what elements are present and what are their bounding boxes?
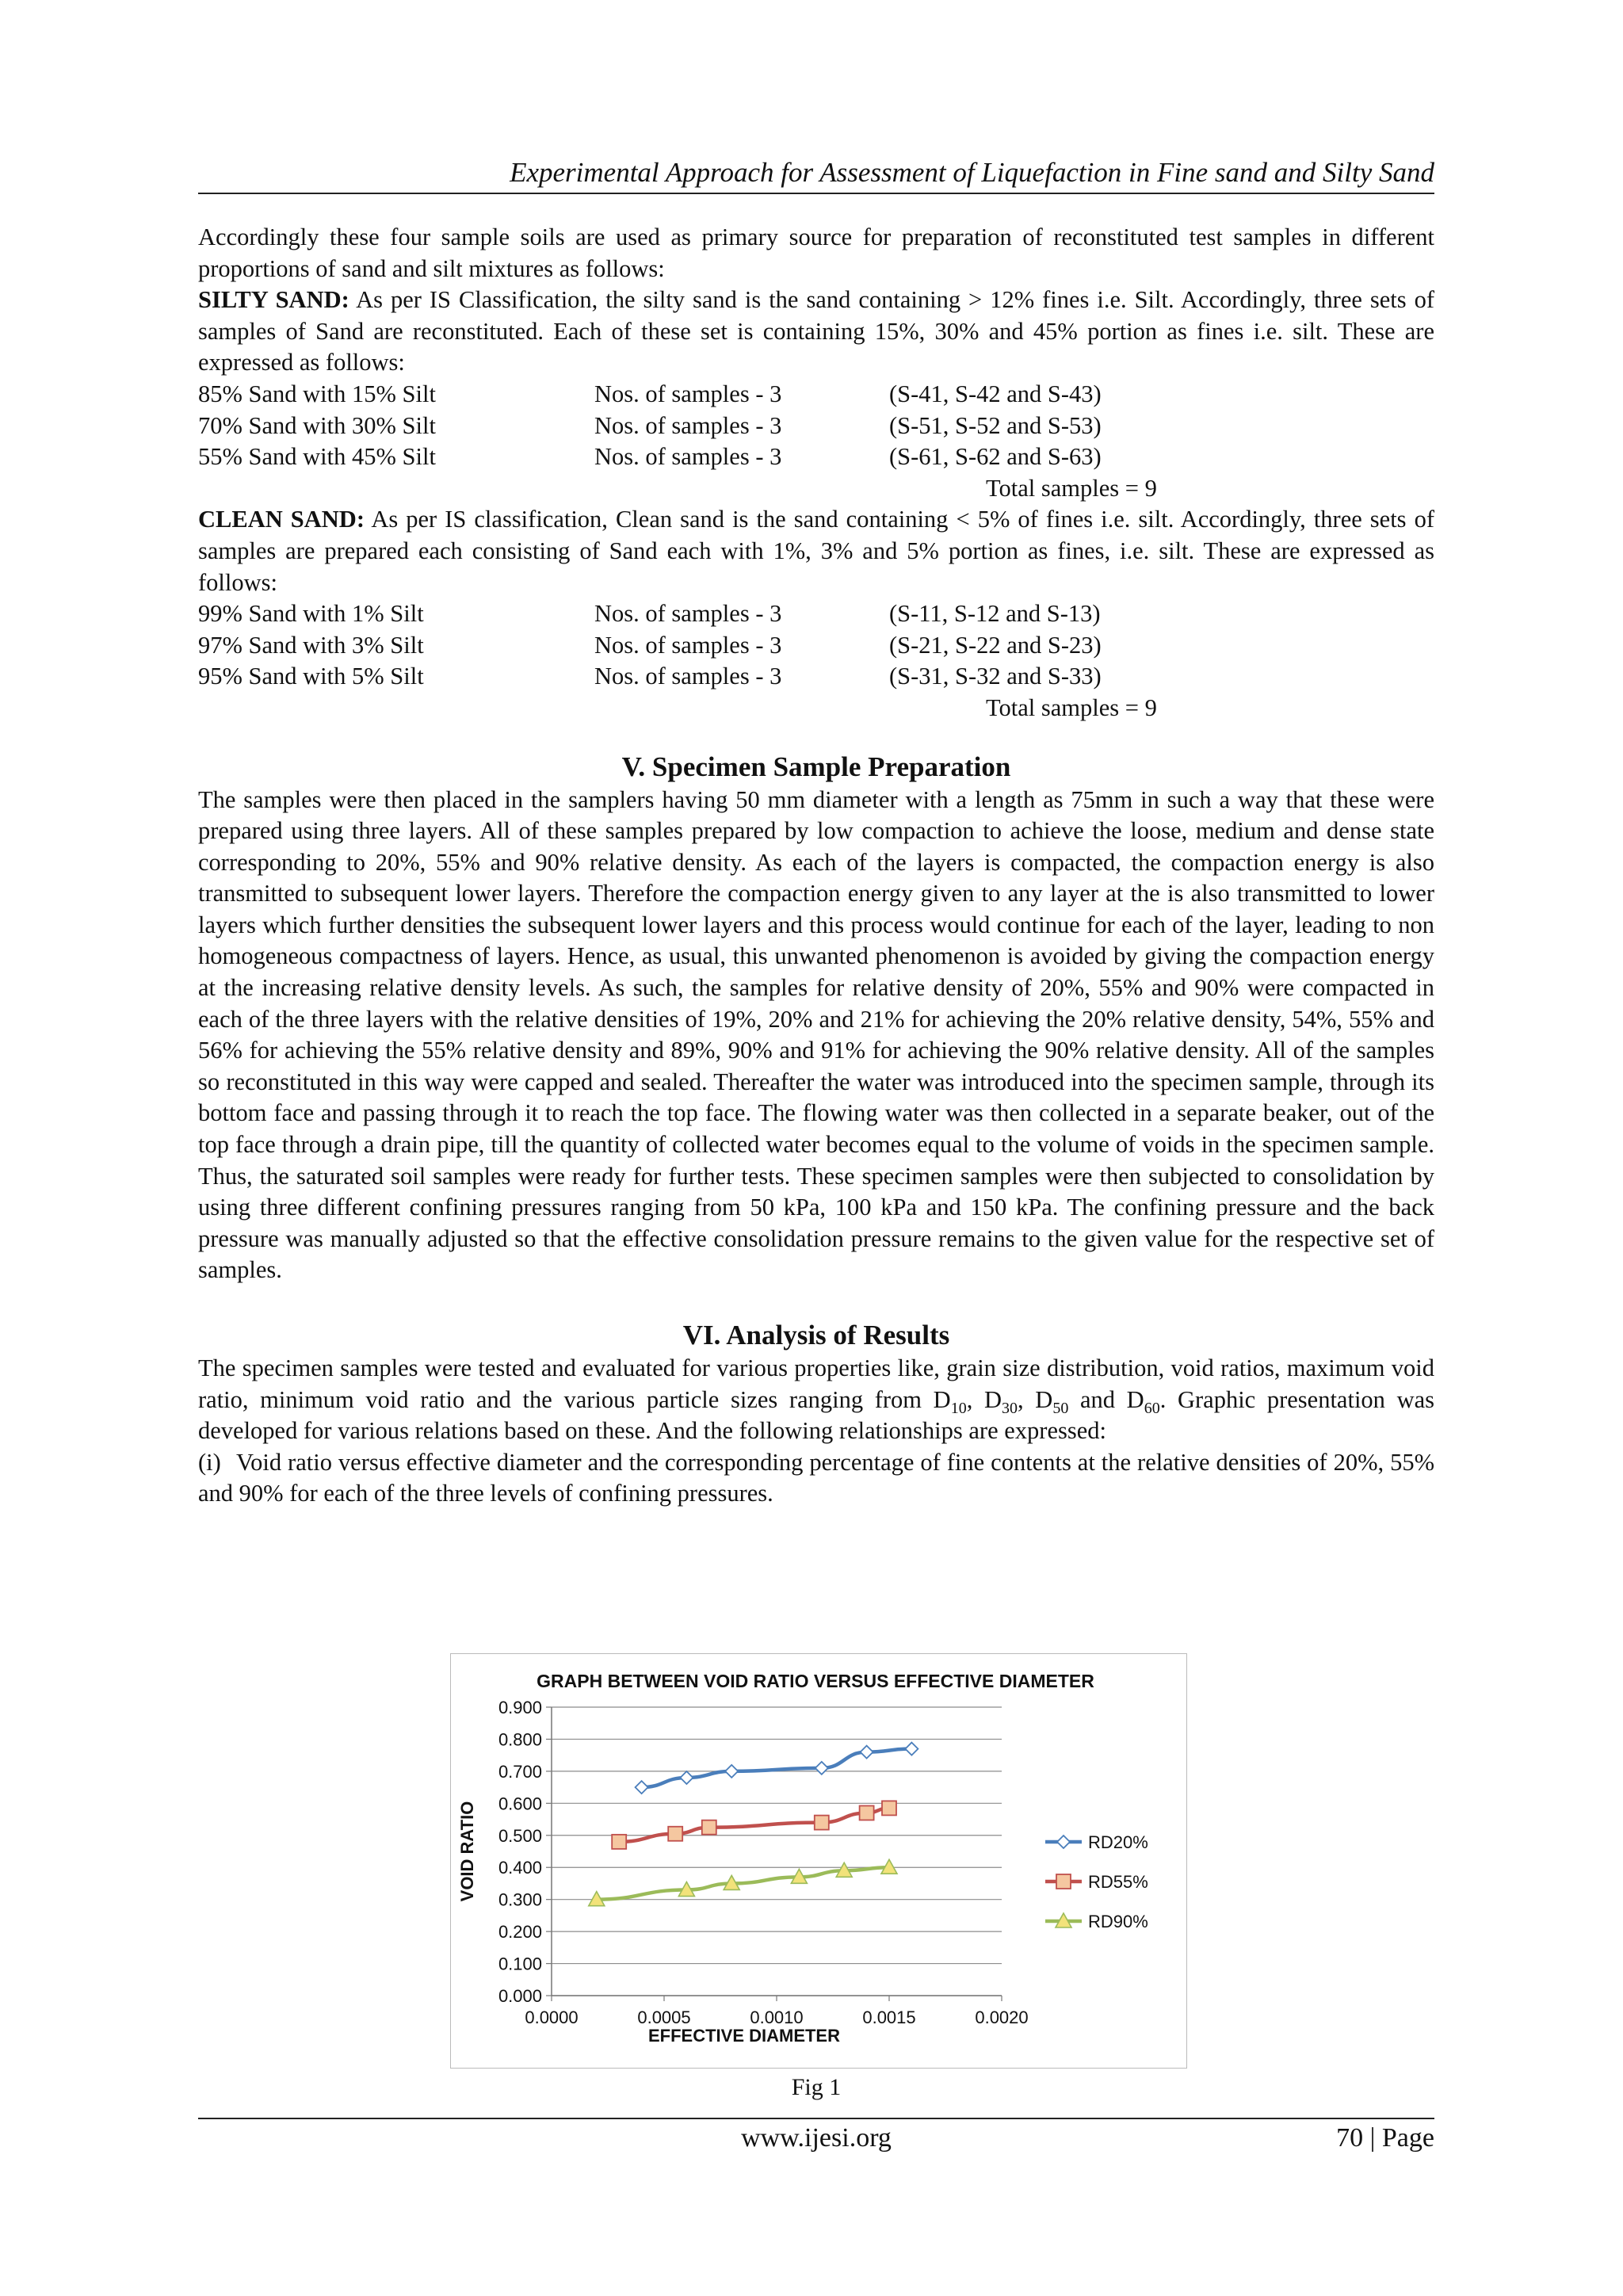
clean-sand-text: As per IS classification, Clean sand is the sand containing < 5% of fines i.e. silt. Accordingly, three sets of samples are prepared each consisting of Sand each with 1%, 3% and 5% portion as fines, i.e. silt. These are expressed as follows: xyxy=(198,506,1434,596)
legend-marker-RD55% xyxy=(1056,1874,1071,1889)
sample-mix: 95% Sand with 5% Silt xyxy=(198,663,424,690)
y-tick-label: 0.600 xyxy=(498,1794,542,1814)
intro-paragraph: Accordingly these four sample soils are used as primary source for preparation of reconstituted test samples in different proportions of sand and silt mixtures as follows: xyxy=(198,223,1434,282)
y-tick-label: 0.200 xyxy=(498,1922,542,1943)
sample-count: Nos. of samples - 3 xyxy=(594,631,782,659)
y-tick-label: 0.100 xyxy=(498,1954,542,1974)
item-text: Void ratio versus effective diameter and the corresponding percentage of fine contents at the relative densities of 20%, 55% and 90% for each of the three levels of confining pressures. xyxy=(198,1448,1434,1507)
sample-count: Nos. of samples - 3 xyxy=(594,443,782,471)
silty-sand-label: SILTY SAND: xyxy=(198,286,349,314)
y-tick-label: 0.000 xyxy=(498,1986,542,2006)
data-point-RD20% xyxy=(815,1762,828,1775)
data-point-RD20% xyxy=(725,1765,738,1778)
sample-row xyxy=(198,598,1434,630)
x-axis-label: EFFECTIVE DIAMETER xyxy=(647,2026,841,2046)
sample-mix: 70% Sand with 30% Silt xyxy=(198,411,436,439)
sample-mix: 85% Sand with 15% Silt xyxy=(198,380,436,407)
sample-count: Nos. of samples - 3 xyxy=(594,600,782,628)
data-point-RD55% xyxy=(702,1820,716,1835)
running-head: Experimental Approach for Assessment of Liquefaction in Fine sand and Silty Sand xyxy=(510,157,1434,188)
footer-site: www.ijesi.org xyxy=(741,2123,892,2153)
data-point-RD20% xyxy=(905,1743,918,1755)
section-vi-paragraph: The specimen samples were tested and evaluated for various properties like, grain size distribution, void ratios, maximum void ratio, minimum void ratio and the various particle sizes ranging from $D_{10}$, $D_{30}$, $D_{50}$ and $D_{60}$. Graphic presentation was developed for various relations based on these. And the following relationships are expressed: xyxy=(198,1354,1435,1445)
footer-page-number: 70 | Page xyxy=(1336,2123,1434,2153)
sample-row xyxy=(198,379,1434,411)
clean-sand-total: Total samples = 9 xyxy=(986,693,1157,721)
data-point-RD20% xyxy=(636,1781,648,1794)
silty-sand-list xyxy=(198,379,1434,504)
data-point-RD55% xyxy=(668,1827,682,1841)
sample-row xyxy=(198,441,1434,473)
x-tick-label: 0.0020 xyxy=(975,2008,1029,2027)
sample-ids: (S-21, S-22 and S-23) xyxy=(889,631,1102,659)
sample-mix: 99% Sand with 1% Silt xyxy=(198,600,424,628)
silty-sand-total: Total samples = 9 xyxy=(986,474,1157,502)
y-tick-label: 0.500 xyxy=(498,1825,542,1846)
data-point-RD55% xyxy=(882,1801,896,1815)
footer-rule xyxy=(198,2118,1434,2119)
x-tick-label: 0.0010 xyxy=(750,2008,804,2027)
sample-ids: (S-41, S-42 and S-43) xyxy=(889,380,1102,407)
data-point-RD55% xyxy=(612,1835,626,1849)
data-point-RD55% xyxy=(860,1805,874,1820)
item-number: (i) xyxy=(198,1448,221,1476)
page-body xyxy=(198,222,1434,1510)
y-tick-label: 0.400 xyxy=(498,1858,542,1878)
sample-mix: 97% Sand with 3% Silt xyxy=(198,631,424,659)
data-point-RD55% xyxy=(815,1816,829,1830)
sample-ids: (S-61, S-62 and S-63) xyxy=(889,443,1102,471)
legend-marker-RD20% xyxy=(1057,1836,1070,1848)
clean-sand-label: CLEAN SAND: xyxy=(198,506,365,533)
clean-sand-list xyxy=(198,598,1434,724)
legend-label-RD90%: RD90% xyxy=(1088,1912,1148,1931)
legend-label-RD55%: RD55% xyxy=(1088,1872,1148,1892)
x-tick-label: 0.0005 xyxy=(637,2008,691,2027)
y-tick-label: 0.900 xyxy=(498,1698,542,1717)
sample-mix: 55% Sand with 45% Silt xyxy=(198,443,436,471)
sample-count: Nos. of samples - 3 xyxy=(594,663,782,690)
figure-void-ratio-chart xyxy=(450,1653,1187,2069)
y-tick-label: 0.300 xyxy=(498,1889,542,1910)
section-v-heading: V. Specimen Sample Preparation xyxy=(621,751,1011,782)
data-point-RD20% xyxy=(680,1771,693,1784)
silty-sand-paragraph xyxy=(198,285,1434,379)
figure-caption: Fig 1 xyxy=(791,2074,842,2100)
sample-ids: (S-31, S-32 and S-33) xyxy=(889,663,1102,690)
chart-svg xyxy=(451,1654,1186,2068)
sample-ids: (S-11, S-12 and S-13) xyxy=(889,600,1101,628)
header-rule xyxy=(198,193,1434,194)
legend-label-RD20%: RD20% xyxy=(1088,1832,1148,1852)
relationship-item xyxy=(198,1447,1434,1510)
data-point-RD20% xyxy=(861,1746,873,1759)
y-axis-label: VOID RATIO xyxy=(457,1801,477,1902)
clean-sand-paragraph xyxy=(198,504,1434,598)
sample-row xyxy=(198,630,1434,662)
x-tick-label: 0.0015 xyxy=(862,2008,916,2027)
sample-row xyxy=(198,411,1434,442)
section-v-paragraph: The samples were then placed in the samplers having 50 mm diameter with a length as 75mm in such a way that these were prepared using three layers. All of these samples prepared by low compaction to achieve the loose, medium and dense state corresponding to 20%, 55% and 90% relative density. As each of the layers is compacted, the compaction energy is also transmitted to subsequent lower layers. Therefore the compaction energy given to any layer at the is also transmitted to lower layers which further densities the subsequent lower layers and this process would continue for each of the layer, leading to non homogeneous compactness of layers. Hence, as usual, this unwanted phenomenon is avoided by giving the compaction energy at the increasing relative density levels. As such, the samples for relative density of 20%, 55% and 90% were compacted in each of the three layers with the relative densities of 19%, 20% and 21% for achieving the 20% relative density, 54%, 55% and 56% for achieving the 55% relative density and 89%, 90% and 91% for achieving the 90% relative density. All of the samples so reconstituted in this way were capped and sealed. Thereafter the water was introduced into the specimen sample, through its bottom face and passing through it to reach the top face. The flowing water was then collected in a separate beaker, out of the top face through a drain pipe, till the quantity of collected water becomes equal to the volume of voids in the specimen sample. Thus, the saturated soil samples were ready for further tests. These specimen samples were then subjected to consolidation by using three different confining pressures ranging from 50 kPa, 100 kPa and 150 kPa. The confining pressure and the back pressure was manually adjusted so that the effective consolidation pressure remains to the given value for the respective set of samples. xyxy=(198,785,1434,1284)
x-tick-label: 0.0000 xyxy=(525,2008,579,2027)
sample-ids: (S-51, S-52 and S-53) xyxy=(889,411,1102,439)
chart-title: GRAPH BETWEEN VOID RATIO VERSUS EFFECTIVE DIAMETER xyxy=(537,1671,1094,1691)
y-tick-label: 0.700 xyxy=(498,1761,542,1782)
silty-sand-text: As per IS Classification, the silty sand is the sand containing > 12% fines i.e. Silt. Accordingly, three sets of samples of Sand are reconstituted. Each of these set is containing 15%, 30% and 45% portion as fines i.e. silt. These are expressed as follows: xyxy=(198,286,1434,376)
series-line-RD55% xyxy=(619,1808,889,1841)
section-vi-heading: VI. Analysis of Results xyxy=(682,1320,950,1350)
sample-count: Nos. of samples - 3 xyxy=(594,380,782,407)
sample-row xyxy=(198,661,1434,693)
sample-count: Nos. of samples - 3 xyxy=(594,411,782,439)
y-tick-label: 0.800 xyxy=(498,1729,542,1750)
